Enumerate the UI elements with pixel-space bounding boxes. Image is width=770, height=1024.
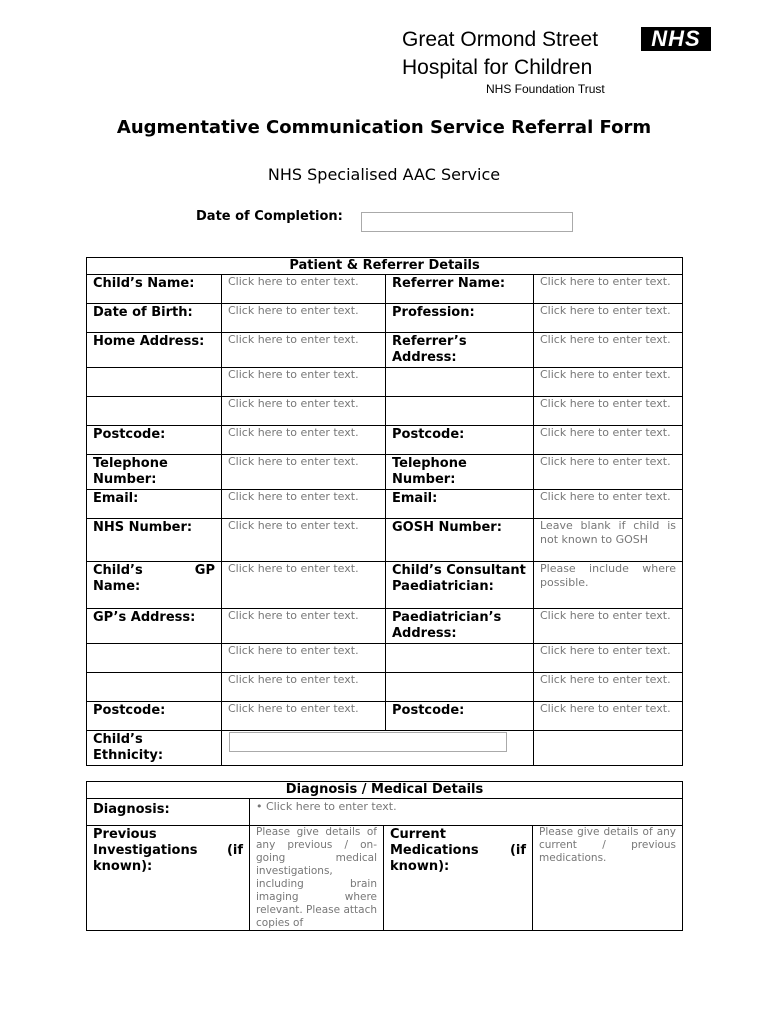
paediatrician-postcode-field[interactable]: Click here to enter text.	[534, 702, 683, 731]
home-postcode-label: Postcode:	[87, 426, 222, 455]
profession-field[interactable]: Click here to enter text.	[534, 304, 683, 333]
paediatrician-postcode-label: Postcode:	[386, 702, 534, 731]
date-of-birth-label: Date of Birth:	[87, 304, 222, 333]
home-telephone-label: Telephone Number:	[87, 455, 222, 490]
consultant-field[interactable]: Please include where possible.	[534, 562, 683, 609]
paediatrician-address-label: Paediatrician’s Address:	[386, 609, 534, 644]
referrer-name-label: Referrer Name:	[386, 275, 534, 304]
referrer-telephone-field[interactable]: Click here to enter text.	[534, 455, 683, 490]
gp-name-field[interactable]: Click here to enter text.	[222, 562, 386, 609]
referrer-address-line-1[interactable]: Click here to enter text.	[534, 333, 683, 368]
gosh-number-field[interactable]: Leave blank if child is not known to GOSH	[534, 519, 683, 562]
referrer-email-label: Email:	[386, 490, 534, 519]
referrer-name-field[interactable]: Click here to enter text.	[534, 275, 683, 304]
paediatrician-address-blank	[386, 644, 534, 673]
gosh-logo	[402, 27, 714, 99]
gp-address-blank	[87, 673, 222, 702]
home-address-blank	[87, 368, 222, 397]
date-of-completion-label: Date of Completion:	[196, 209, 343, 224]
logo-line-2: Hospital for Children	[402, 56, 593, 79]
childs-name-label: Child’s Name:	[87, 275, 222, 304]
home-email-label: Email:	[87, 490, 222, 519]
date-of-completion-input[interactable]	[361, 212, 573, 232]
diagnosis-field[interactable]	[250, 799, 683, 826]
gp-postcode-field[interactable]: Click here to enter text.	[222, 702, 386, 731]
investigations-field[interactable]	[250, 826, 384, 931]
date-of-birth-field[interactable]: Click here to enter text.	[222, 304, 386, 333]
ethnicity-label: Child’s Ethnicity:	[87, 731, 222, 766]
home-postcode-field[interactable]: Click here to enter text.	[222, 426, 386, 455]
patient-referrer-table	[86, 257, 683, 766]
gp-address-line-1[interactable]: Click here to enter text.	[222, 609, 386, 644]
gosh-number-label: GOSH Number:	[386, 519, 534, 562]
home-address-blank	[87, 397, 222, 426]
ethnicity-cell	[222, 731, 386, 766]
home-address-label: Home Address:	[87, 333, 222, 368]
paediatrician-address-line-3[interactable]: Click here to enter text.	[534, 673, 683, 702]
logo-line-3: NHS Foundation Trust	[486, 82, 605, 96]
referrer-address-line-2[interactable]: Click here to enter text.	[534, 368, 683, 397]
form-subtitle: NHS Specialised AAC Service	[267, 165, 501, 184]
form-title: Augmentative Communication Service Referral Form	[116, 117, 652, 138]
referrer-email-field[interactable]: Click here to enter text.	[534, 490, 683, 519]
referrer-postcode-label: Postcode:	[386, 426, 534, 455]
home-address-line-1[interactable]: Click here to enter text.	[222, 333, 386, 368]
medications-field[interactable]: Please give details of any current / previous medications.	[533, 826, 683, 931]
home-email-field[interactable]: Click here to enter text.	[222, 490, 386, 519]
referrer-address-label: Referrer’s Address:	[386, 333, 534, 368]
diagnosis-table	[86, 781, 683, 931]
paediatrician-address-blank	[386, 673, 534, 702]
referrer-postcode-field[interactable]: Click here to enter text.	[534, 426, 683, 455]
paediatrician-address-line-1[interactable]: Click here to enter text.	[534, 609, 683, 644]
gp-address-blank	[87, 644, 222, 673]
ethnicity-blank	[534, 731, 683, 766]
diagnosis-label: Diagnosis:	[87, 799, 250, 826]
nhs-number-label: NHS Number:	[87, 519, 222, 562]
home-address-line-3[interactable]: Click here to enter text.	[222, 397, 386, 426]
diagnosis-bullet: • Click here to enter text.	[256, 800, 397, 813]
referrer-telephone-label: Telephone Number:	[386, 455, 534, 490]
childs-name-field[interactable]: Click here to enter text.	[222, 275, 386, 304]
ethnicity-input[interactable]	[229, 732, 507, 752]
referrer-address-line-3[interactable]: Click here to enter text.	[534, 397, 683, 426]
investigations-label: Previous Investigations (if known):	[87, 826, 250, 931]
nhs-logo-mark: NHS	[641, 27, 711, 51]
patient-referrer-header: Patient & Referrer Details	[87, 258, 683, 275]
investigations-hint: Please give details of any previous / on-going medical investigations, including brain imaging where relevant. Please attach copies of	[256, 826, 377, 929]
medications-label: Current Medications (if known):	[384, 826, 533, 931]
paediatrician-address-line-2[interactable]: Click here to enter text.	[534, 644, 683, 673]
profession-label: Profession:	[386, 304, 534, 333]
nhs-number-field[interactable]: Click here to enter text.	[222, 519, 386, 562]
gp-address-line-2[interactable]: Click here to enter text.	[222, 644, 386, 673]
referrer-address-blank	[386, 368, 534, 397]
referrer-address-blank	[386, 397, 534, 426]
home-telephone-field[interactable]: Click here to enter text.	[222, 455, 386, 490]
home-address-line-2[interactable]: Click here to enter text.	[222, 368, 386, 397]
gp-name-label: Child’s GP Name:	[87, 562, 222, 609]
logo-line-1: Great Ormond Street	[402, 28, 599, 51]
gp-address-line-3[interactable]: Click here to enter text.	[222, 673, 386, 702]
gp-postcode-label: Postcode:	[87, 702, 222, 731]
gp-address-label: GP’s Address:	[87, 609, 222, 644]
consultant-label: Child’s Consultant Paediatrician:	[386, 562, 534, 609]
diagnosis-header: Diagnosis / Medical Details	[87, 782, 683, 799]
